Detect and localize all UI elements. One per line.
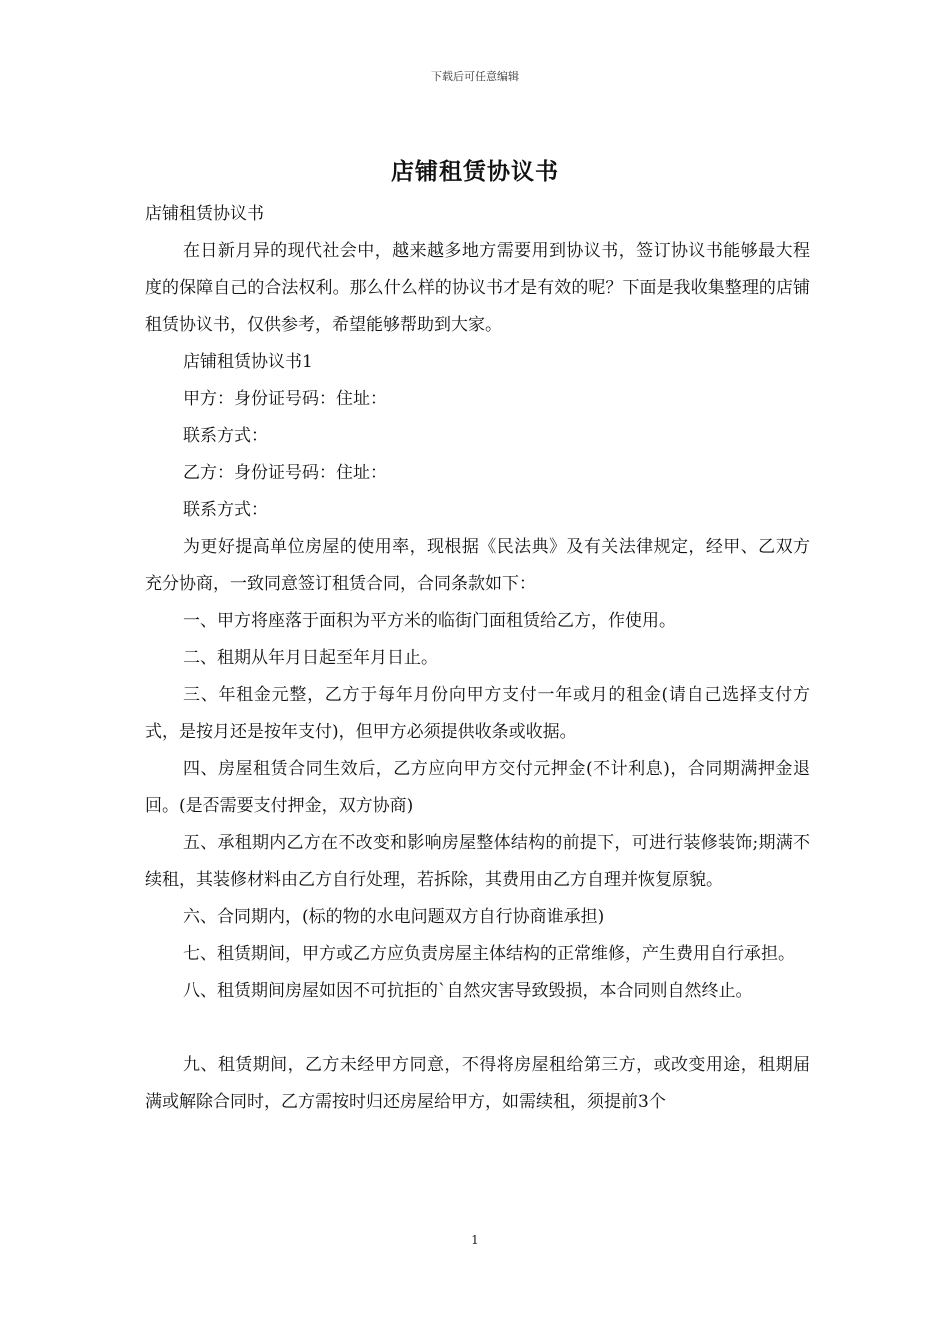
paragraph-subtitle: 店铺租赁协议书: [145, 204, 264, 224]
page-number: 1: [471, 1233, 479, 1247]
paragraph-clause-9: 九、租赁期间，乙方未经甲方同意，不得将房屋租给第三方，或改变用途，租期届满或解除合同时，乙方需按时归还房屋给甲方，如需续租，须提前3个: [145, 1055, 810, 1112]
paragraph-clause-3: 三、年租金元整，乙方于每年月份向甲方支付一年或月的租金(请自己选择支付方式，是按月还是按年支付)，但甲方必须提供收条或收据。: [145, 685, 810, 742]
document-body: [145, 196, 810, 1121]
paragraph-section-heading: 店铺租赁协议书1: [183, 352, 313, 372]
document-title: 店铺租赁协议书: [391, 158, 559, 185]
paragraph-clause-7: 七、租赁期间，甲方或乙方应负责房屋主体结构的正常维修，产生费用自行承担。: [183, 944, 795, 964]
paragraph-party-a: 甲方：身份证号码：住址：: [183, 389, 387, 409]
paragraph-party-b: 乙方：身份证号码：住址：: [183, 463, 387, 483]
paragraph-preamble: 为更好提高单位房屋的使用率，现根据《民法典》及有关法律规定，经甲、乙双方充分协商，一致同意签订租赁合同，合同条款如下：: [145, 537, 810, 594]
paragraph-clause-8: 八、租赁期间房屋如因不可抗拒的`自然灾害导致毁损，本合同则自然终止。: [183, 981, 753, 1001]
paragraph-clause-6: 六、合同期内，(标的物的水电问题双方自行协商谁承担): [183, 907, 605, 927]
paragraph-clause-2: 二、租期从年月日起至年月日止。: [183, 648, 438, 668]
paragraph-party-a-contact: 联系方式：: [183, 426, 268, 446]
paragraph-clause-5: 五、承租期内乙方在不改变和影响房屋整体结构的前提下，可进行装修装饰;期满不续租，其装修材料由乙方自行处理，若拆除，其费用由乙方自理并恢复原貌。: [145, 833, 810, 890]
paragraph-intro: 在日新月异的现代社会中，越来越多地方需要用到协议书，签订协议书能够最大程度的保障自己的合法权利。那么什么样的协议书才是有效的呢？下面是我收集整理的店铺租赁协议书，仅供参考，希望能够帮助到大家。: [145, 241, 810, 335]
page-header-note: 下载后可任意编辑: [431, 70, 519, 83]
paragraph-clause-1: 一、甲方将座落于面积为平方米的临街门面租赁给乙方，作使用。: [183, 611, 676, 631]
paragraph-party-b-contact: 联系方式：: [183, 500, 268, 520]
paragraph-clause-4: 四、房屋租赁合同生效后，乙方应向甲方交付元押金(不计利息)，合同期满押金退回。(是否需要支付押金，双方协商): [145, 759, 810, 816]
